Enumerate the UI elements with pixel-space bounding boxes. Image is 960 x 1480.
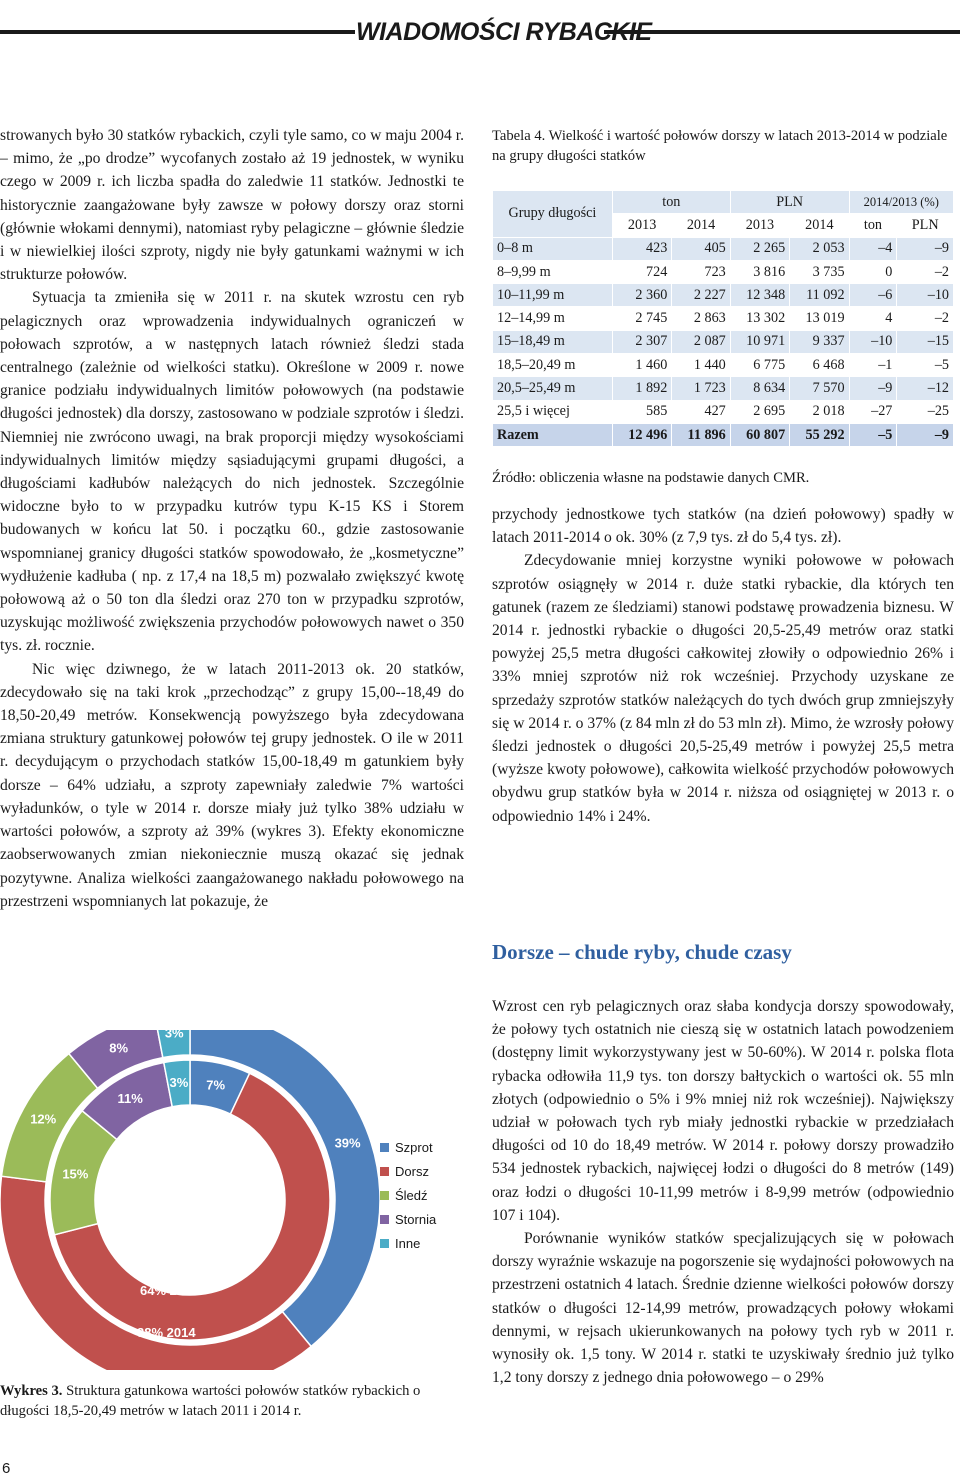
table-cell: 2 227 (672, 284, 730, 307)
table-cell-group: 10–11,99 m (493, 284, 613, 307)
double-donut-chart (0, 1030, 380, 1370)
table-cell: 9 337 (790, 330, 849, 353)
right-column (492, 503, 954, 828)
table-cell-group: 18,5–20,49 m (493, 354, 613, 377)
slice-label: 12% (30, 1111, 57, 1127)
table-cell: 2 360 (612, 284, 671, 307)
right-paragraph-1: przychody jednostkowe tych statków (na dzień połowowy) spadły w latach 2011-2014 o ok. 30% (z 7,9 tys. zł do 5,4 tys. zł). (492, 506, 954, 547)
legend-swatch (380, 1239, 389, 1248)
subheader-ratio-pln: PLN (897, 214, 954, 237)
table-cell: 1 440 (672, 354, 730, 377)
table-cell: –5 (897, 354, 954, 377)
table-cell: 4 (849, 307, 897, 330)
table-cell: 6 775 (730, 354, 789, 377)
table-cell: 2 745 (612, 307, 671, 330)
subheader-pln-2014: 2014 (790, 214, 849, 237)
slice-label: 7% (206, 1077, 226, 1093)
table-row (493, 307, 954, 330)
subheader-ton-2013: 2013 (612, 214, 671, 237)
slice-label: 8% (109, 1040, 129, 1056)
magazine-logo (356, 12, 652, 52)
slice-label: 11% (117, 1090, 143, 1106)
table-cell: –6 (849, 284, 897, 307)
legend-item-stornia: Stornia (380, 1207, 436, 1231)
section-paragraph-2: Porównanie wyników statków specjalizujących się w połowach dorszy wyraźnie wskazuje na pogorszenie się wydajności połowowych na przestrzeni ostatnich 4 latach. Średnie dzienne wielkości połowów dorszy statków o długości 12-14,99 metrów, prowadzących połowy włokami dennymi, w rejsach ukierunkowanych na połowy tych ryb w 2011 r. wynosiły ok. 1,5 tony. W 2014 r. statki te uzyskiwały średnio już tylko 1,2 tony dorszy z jednego dnia połowowego – o 29% (492, 1230, 954, 1387)
table-cell: 2 018 (790, 400, 849, 423)
right-paragraph-2: Zdecydowanie mniej korzystne wyniki połowowe w połowach szprotów osiągnęły w 2014 r. duże statki rybackie, dla których ten gatunek (razem ze śledziami) stanowi podstawę prowadzenia biznesu. W 2014 r. jednostki rybackie o długości 20,5-25,49 metrów oraz statki powyżej 25,5 metra długości całkowitej złowiły o odpowiednio 26% i 33% mniej szprotów niż rok wcześniej. Przychody uzyskane ze sprzedaży szprotów statków należących do tych dwóch grup zmniejszyły się w 2014 r. o 37% (z 84 mln zł do 53 mln zł). Mimo, że wzrosły połowy śledzi jednostek o długości 20,5-25,49 metrów i powyżej 25,5 metra (wyższe kwoty połowowe), całkowita wielkość przychodów połowowych obydwu grup statków była w 2014 r. niższa od osiągniętej w 2013 r. o odpowiednio 14% i 24%. (492, 552, 954, 825)
table-cell: –4 (849, 237, 897, 260)
table-cell: 723 (672, 260, 730, 283)
table-cell: 1 892 (612, 377, 671, 400)
header-rule-right (604, 30, 960, 34)
table-cell-group: 15–18,49 m (493, 330, 613, 353)
table-cell: 585 (612, 400, 671, 423)
legend-item-sledz: Śledź (380, 1183, 436, 1207)
header-rule-left (0, 30, 355, 34)
table-cell: 3 735 (790, 260, 849, 283)
table-cell: 11 896 (672, 423, 730, 446)
table-cell: 2 265 (730, 237, 789, 260)
table-cell: –9 (897, 423, 954, 446)
table-caption: Tabela 4. Wielkość i wartość połowów dorszy w latach 2013-2014 w podziale na grupy długości statków (492, 128, 948, 164)
table-source: Źródło: obliczenia własne na podstawie danych CMR. (492, 470, 810, 486)
legend-item-dorsz: Dorsz (380, 1159, 436, 1183)
table-cell: 12 348 (730, 284, 789, 307)
section-title: Dorsze – chude ryby, chude czasy (492, 940, 792, 964)
table-cell-group: 20,5–25,49 m (493, 377, 613, 400)
table-cell: 2 307 (612, 330, 671, 353)
table-cell-group: 12–14,99 m (493, 307, 613, 330)
slice-label: 3% (169, 1075, 189, 1091)
table-cell: 2 053 (790, 237, 849, 260)
table-cell: 13 302 (730, 307, 789, 330)
table-cell: 405 (672, 237, 730, 260)
table-cell: 423 (612, 237, 671, 260)
table-cell: 3 816 (730, 260, 789, 283)
table-cell: –10 (849, 330, 897, 353)
table-cell-group: 25,5 i więcej (493, 400, 613, 423)
table-row (493, 284, 954, 307)
left-column (0, 124, 464, 913)
legend-item-szprot: Szprot (380, 1135, 436, 1159)
table-cell-group: Razem (493, 423, 613, 446)
header-ratio: 2014/2013 (%) (849, 191, 953, 214)
table-cell: 724 (612, 260, 671, 283)
section-body (492, 995, 954, 1389)
table-cell: 2 863 (672, 307, 730, 330)
table-row (493, 260, 954, 283)
table-cell: 13 019 (790, 307, 849, 330)
header-length-group: Grupy długości (493, 191, 613, 238)
table-cell: 55 292 (790, 423, 849, 446)
chart-caption-label: Wykres 3. (0, 1383, 63, 1399)
table-cell: –25 (897, 400, 954, 423)
table-cell: –2 (897, 260, 954, 283)
table-row (493, 377, 954, 400)
chart-caption-text: Struktura gatunkowa wartości połowów statków rybackich o długości 18,5-20,49 metrów w latach 2011 i 2014 r. (0, 1383, 421, 1419)
table-cell: 2 087 (672, 330, 730, 353)
left-paragraph-2: Sytuacja ta zmieniła się w 2011 r. na skutek wzrostu cen ryb pelagicznych oraz wprowadzenia indywidualnych ograniczeń w połowach szprotów, a w następnych latach również śledzi stada centralnego (zależnie od wielkości statku). Określone w 2009 r. nowe granice podziału indywidualnych limitów połowowych (na podstawie długości jednostek) dla dorszy, zastosowano w podziale szprotów i śledzi. Niemniej nie zwrócono uwagi, na brak proporcji między wysokościami indywidualnych limitów między sąsiadującymi grupami długości, a długościami kadłubów należących do nich jednostek. Szczególnie widoczne było to w przypadku kutrów typu K-15 KS i Storem budowanych w końcu lat 50. i początku 60., gdzie zastosowanie wspomnianej granicy długości statków spowodowało, że „kosmetyczne” wydłużenie kadłuba ( np. z 17,4 na 18,5 m) pozwalało zwiększyć kwotę połowową aż o 50 ton dla śledzi oraz 270 ton w przypadku szprotów, uzyskując możliwość zwiększenia przychodów połowowych nawet o 350 tys. zł. rocznie. (0, 289, 464, 655)
table-total-row (493, 423, 954, 446)
table-cell-group: 8–9,99 m (493, 260, 613, 283)
legend-swatch (380, 1215, 389, 1224)
chart-legend (380, 1135, 436, 1255)
ring-label-2014: 38% 2014 (137, 1325, 196, 1340)
header-ton: ton (612, 191, 730, 214)
legend-swatch (380, 1167, 389, 1176)
table-cell-group: 0–8 m (493, 237, 613, 260)
subheader-ratio-ton: ton (849, 214, 897, 237)
table-cell: 427 (672, 400, 730, 423)
legend-swatch (380, 1143, 389, 1152)
left-paragraph-3: Nic więc dziwnego, że w latach 2011-2013 ok. 20 statków, zdecydowało się na taki krok „przechodząc” z grupy 15,00--18,49 do 18,50-20,49 metrów. Konsekwencją powyższego była zdecydowana zmiana struktury gatunkowej połowów tej grupy jednostek. O ile w 2011 r. decydującym o przychodach statków 15,00-18,49 m gatunkiem były dorsze – 64% udziału, a szproty zapewniały zaledwie 7% wartości wyładunków, o tyle w 2014 r. dorsze miały już tylko 38% udziału w wartości połowów, a szproty aż 39% (wykres 3). Efekty ekonomiczne zaobserwowanych zmian niekoniecznie muszą okazać się jednak pozytywne. Analiza wielkości zaangażowanego nakładu połowowego na przestrzeni wspomnianych lat pokazuje, że (0, 660, 464, 910)
slice-label: 15% (62, 1166, 89, 1182)
table-cell: –15 (897, 330, 954, 353)
table-cell: –2 (897, 307, 954, 330)
table-cell: 12 496 (612, 423, 671, 446)
table-row (493, 330, 954, 353)
table-cell: –9 (897, 237, 954, 260)
slice-label: 39% (334, 1135, 361, 1151)
subheader-pln-2013: 2013 (730, 214, 789, 237)
table-cell: 8 634 (730, 377, 789, 400)
table-cell: 60 807 (730, 423, 789, 446)
table-cell: 0 (849, 260, 897, 283)
table-row (493, 237, 954, 260)
slice-label: 3% (164, 1030, 184, 1041)
legend-swatch (380, 1191, 389, 1200)
chart-caption (0, 1381, 464, 1421)
table-cell: 11 092 (790, 284, 849, 307)
left-paragraph-1: strowanych było 30 statków rybackich, czyli tyle samo, co w maju 2004 r. – mimo, że „po drodze” wycofanych zostało aż 19 jednostek, w wyniku czego w 2009 r. ich liczba spadła do zaledwie 11 statków. Jednostki te historycznie zaangażowane były zawsze w połowy dorszy oraz storni (głównie włokami dennymi), natomiast ryby pelagiczne – głównie śledzie i w niewielkiej ilości szproty, nigdy nie były gatunkami ważnymi w ich strukturze połowów. (0, 127, 464, 284)
legend-item-inne: Inne (380, 1231, 436, 1255)
table-row (493, 354, 954, 377)
table-row (493, 400, 954, 423)
header-pln: PLN (730, 191, 849, 214)
table-cell: 1 723 (672, 377, 730, 400)
table-cell: –1 (849, 354, 897, 377)
table-cell: –5 (849, 423, 897, 446)
cod-catch-table (492, 190, 954, 447)
section-paragraph-1: Wzrost cen ryb pelagicznych oraz słaba kondycja dorszy spowodowały, że połowy tych ostatnich nie cieszą się w ostatnich latach powodzeniem (dostępny limit wykorzystywany jest w 50-60%). W 2014 r. polska flota rybacka odłowiła 11,9 tys. ton dorszy bałtyckich o wartości ok. 55 mln złotych (odpowiednio o 5% i 9% mniej niż rok wcześniej). Największy udział w połowach tych ryb miały jednostki rybackie w przedziałach długości od 10 do 18,49 metrów. W 2014 r. połowy dorszy prowadziło 534 jednostek rybackich, najwięcej łodzi o długości do 8 metrów (149) oraz łodzi o długości 10-11,99 metrów i 8-9,99 metrów (odpowiednio 107 i 104). (492, 998, 954, 1224)
table-cell: –9 (849, 377, 897, 400)
table-cell: 10 971 (730, 330, 789, 353)
page-number: 6 (2, 1460, 11, 1477)
table-cell: 2 695 (730, 400, 789, 423)
logo-text: WIADOMOŚCI RYBACKIE (356, 18, 652, 46)
table-cell: 1 460 (612, 354, 671, 377)
table-cell: 6 468 (790, 354, 849, 377)
ring-label-2011: 64% 2011 (140, 1283, 198, 1298)
table-cell: –12 (897, 377, 954, 400)
subheader-ton-2014: 2014 (672, 214, 730, 237)
table-cell: –10 (897, 284, 954, 307)
table-cell: 7 570 (790, 377, 849, 400)
table-cell: –27 (849, 400, 897, 423)
